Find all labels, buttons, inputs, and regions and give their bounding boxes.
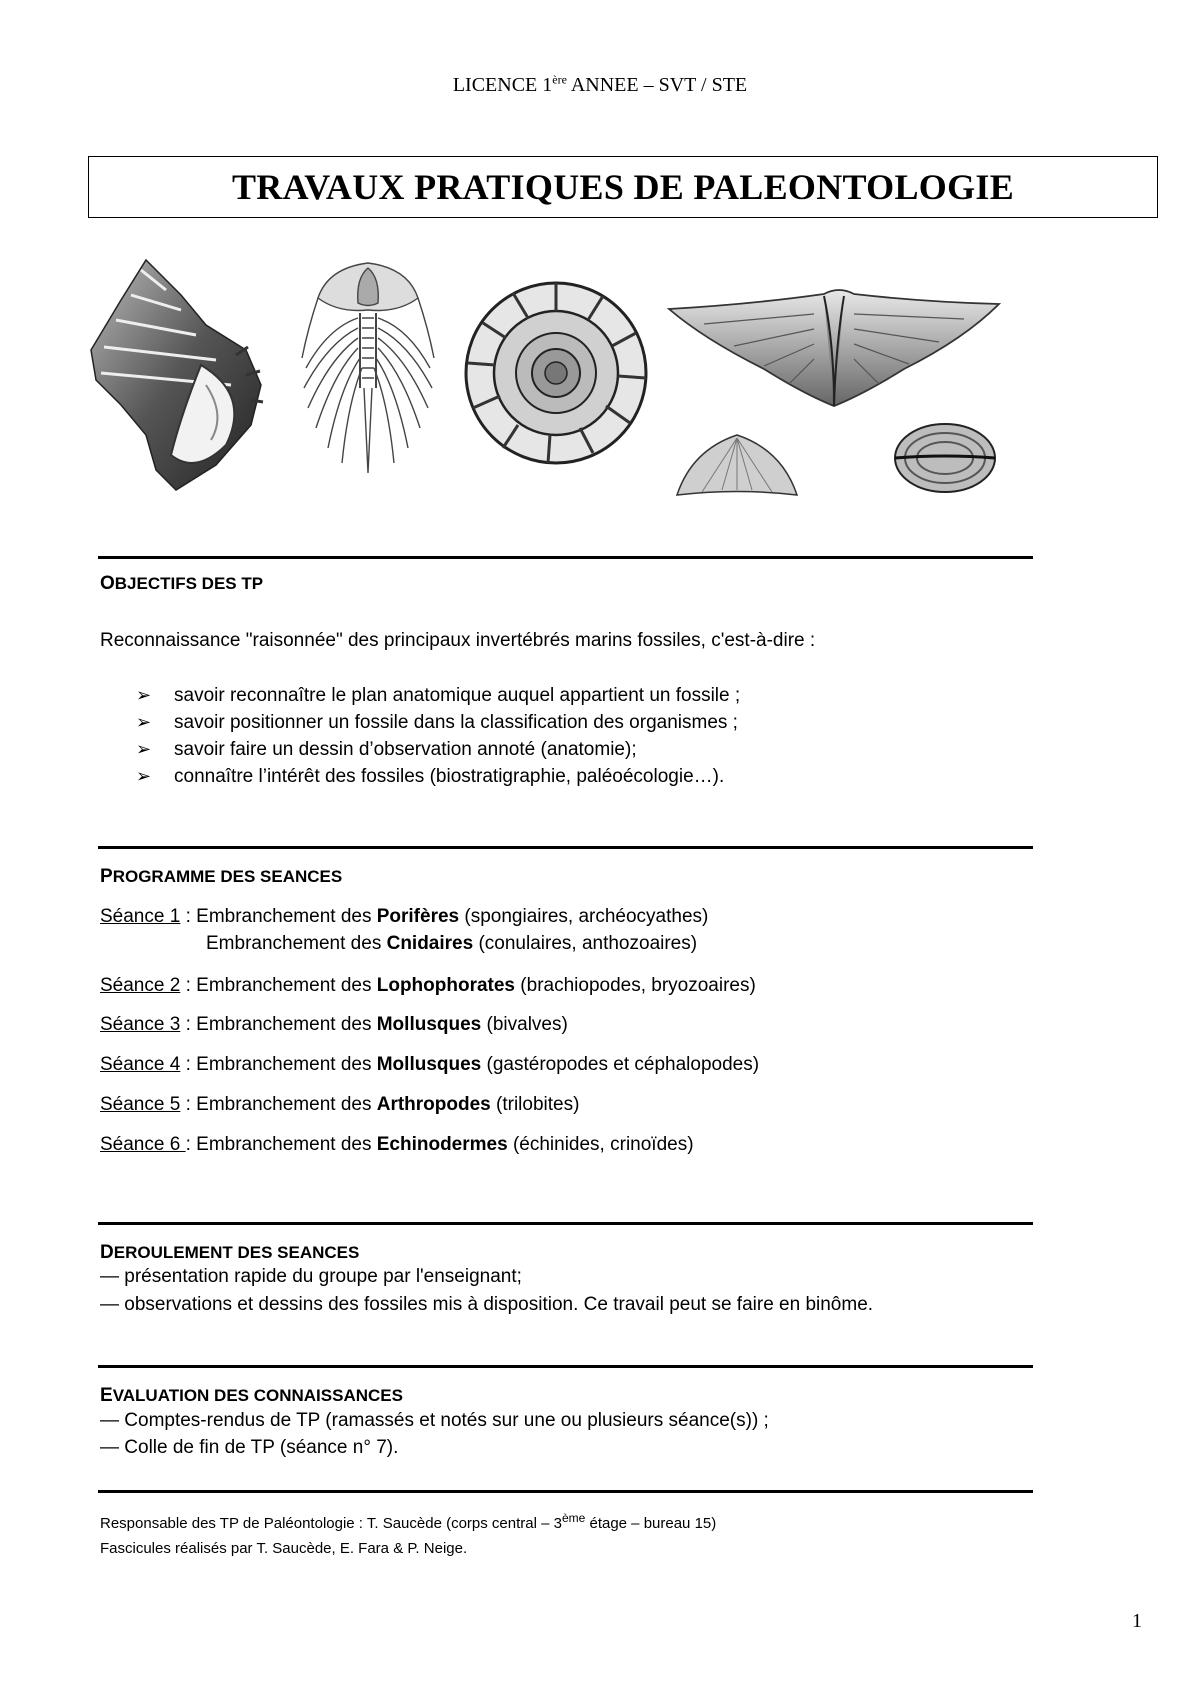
session-item: Séance 4 : Embranchement des Mollusques (gastéropodes et céphalopodes): [100, 1054, 760, 1075]
evaluation-title: EVALUATION DES CONNAISSANCES: [100, 1385, 403, 1406]
section-divider: [98, 846, 1033, 849]
session-item: Séance 6 : Embranchement des Echinodermes (échinides, crinoïdes): [100, 1134, 694, 1155]
page-number: 1: [1132, 1610, 1142, 1632]
list-item: ➢ savoir faire un dessin d’observation annoté (anatomie);: [136, 736, 740, 763]
list-item: — observations et dessins des fossiles mis à disposition. Ce travail peut se faire en binôme.: [100, 1294, 874, 1315]
section-divider: [98, 1490, 1033, 1493]
deroulement-title: DEROULEMENT DES SEANCES: [100, 1242, 360, 1263]
list-item: — Comptes-rendus de TP (ramassés et notés sur une ou plusieurs séance(s)) ;: [100, 1410, 769, 1431]
arrow-bullet-icon: ➢: [136, 712, 152, 732]
page-title: TRAVAUX PRATIQUES DE PALEONTOLOGIE: [88, 156, 1158, 218]
bivalve-shell-icon: [890, 418, 1000, 498]
list-item: ➢ savoir reconnaître le plan anatomique auquel appartient un fossile ;: [136, 682, 740, 709]
section-divider: [98, 1365, 1033, 1368]
arrow-bullet-icon: ➢: [136, 766, 152, 786]
arrow-bullet-icon: ➢: [136, 739, 152, 759]
section-divider: [98, 556, 1033, 559]
list-item: — présentation rapide du groupe par l'enseignant;: [100, 1266, 522, 1287]
section-divider: [98, 1222, 1033, 1225]
brachiopod-icon: [664, 284, 1004, 412]
objectives-list: [136, 682, 740, 790]
trilobite-icon: [298, 258, 438, 480]
programme-title: PROGRAMME DES SEANCES: [100, 866, 343, 887]
objectives-intro: Reconnaissance "raisonnée" des principaux invertébrés marins fossiles, c'est-à-dire :: [100, 630, 816, 651]
brachiopod-icon: [672, 430, 802, 500]
gastropod-shell-icon: [86, 255, 266, 495]
objectives-title: OBJECTIFS DES TP: [100, 573, 264, 594]
session-item: Séance 2 : Embranchement des Lophophorates (brachiopodes, bryozoaires): [100, 975, 756, 996]
session-item: Séance 1 : Embranchement des Porifères (spongiaires, archéocyathes): [100, 906, 709, 927]
list-item: ➢ savoir positionner un fossile dans la classification des organismes ;: [136, 709, 740, 736]
session-item: Embranchement des Cnidaires (conulaires, anthozoaires): [206, 933, 698, 954]
session-item: Séance 3 : Embranchement des Mollusques (bivalves): [100, 1014, 568, 1035]
list-item: — Colle de fin de TP (séance n° 7).: [100, 1437, 399, 1458]
course-header: LICENCE 1ère ANNEE – SVT / STE: [452, 72, 748, 96]
list-item: ➢ connaître l’intérêt des fossiles (biostratigraphie, paléoécologie…).: [136, 763, 740, 790]
footer-responsible: Responsable des TP de Paléontologie : T. Saucède (corps central – 3ème étage – bureau 15): [100, 1511, 717, 1532]
footer-credits: Fascicules réalisés par T. Saucède, E. Fara & P. Neige.: [100, 1540, 468, 1557]
arrow-bullet-icon: ➢: [136, 685, 152, 705]
session-item: Séance 5 : Embranchement des Arthropodes (trilobites): [100, 1094, 580, 1115]
ammonite-icon: [458, 268, 654, 468]
